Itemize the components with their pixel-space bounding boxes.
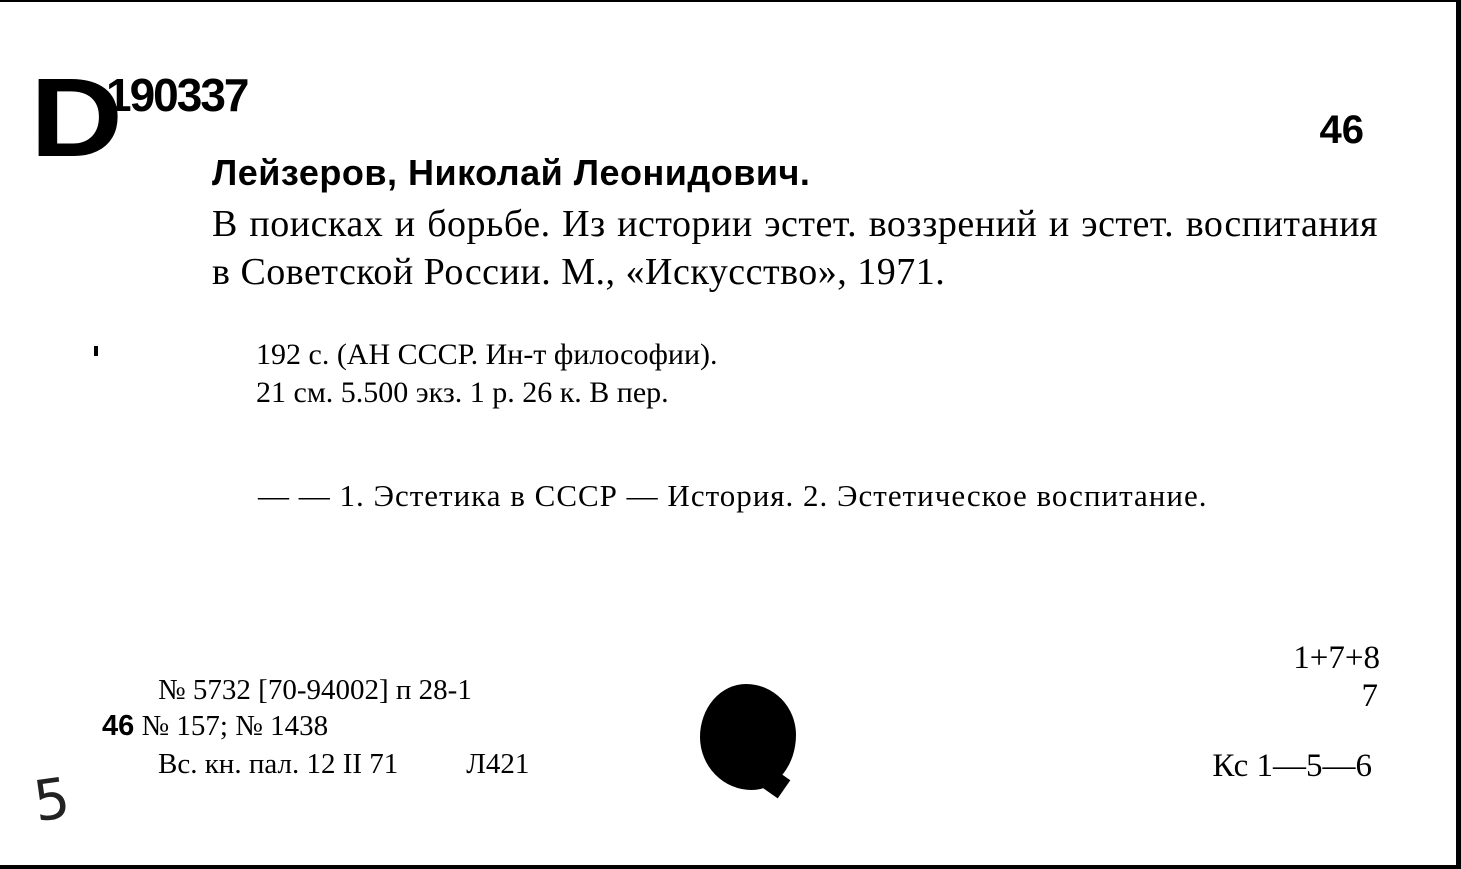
author-heading: Лейзеров, Николай Леонидович. — [212, 152, 811, 193]
distribution-numerator: 1+7+8 — [1293, 640, 1380, 676]
title-statement: В поисках и борьбе. Из истории эстет. воззрений и эстет. воспитания в Советской России. М., «Искусство», 1971. — [212, 203, 1378, 293]
publishing-numbers: № 157; № 1438 — [141, 710, 329, 742]
collation-line-1: 192 с. (АН СССР. Ин-т философии). — [256, 338, 718, 371]
publishing-class: 46 — [102, 710, 135, 742]
stamp-number: 190337 — [106, 69, 248, 121]
chamber-code: Л421 — [466, 748, 530, 780]
publishing-line-3 — [158, 748, 529, 781]
chamber-date: Вс. кн. пал. 12 II 71 — [158, 748, 399, 780]
publishing-line-1: № 5732 [70-94002] п 28-1 — [158, 674, 472, 706]
handwritten-mark: 5 — [29, 765, 74, 836]
distribution-denominator: 7 — [1361, 678, 1378, 714]
classification-number: 46 — [1319, 108, 1364, 152]
subject-headings: — — 1. Эстетика в СССР — История. 2. Эстетическое воспитание. — [258, 478, 1208, 513]
stamp-letter: D — [30, 55, 124, 180]
ks-code: Кс 1—5—6 — [1212, 748, 1372, 784]
collation-line-2: 21 см. 5.500 экз. 1 р. 26 к. В пер. — [256, 376, 669, 409]
margin-tick — [94, 346, 98, 356]
publishing-line-2 — [102, 710, 328, 743]
